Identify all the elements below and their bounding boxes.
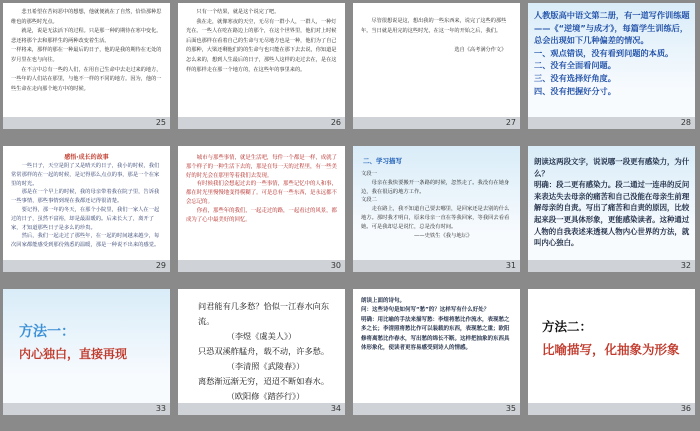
slide-number: 29 <box>155 261 166 270</box>
slide-thumbnail-26[interactable] <box>178 3 345 129</box>
slide-text: 城市与那些事情，就是生活吧，每件一个都是一样，成就了那个样子的一种生活下去的，那是在每一天的过程里，有一些美好的时光会在那里等着我们去发现。 有时候我们会想起过去的一些事情，那些记忆中的人和事，都在时光里慢慢地变得模糊了。可是总有一些东西，是永远都不会忘记的。 你看，那些年的我们，一起走过的路，一起看过的风景，都成为了心中最美好的回忆。 <box>186 155 337 223</box>
slide-number-bar <box>3 260 170 272</box>
slide-thumbnail-30[interactable] <box>178 146 345 272</box>
slide-text: 一些日子，天空是阴了又是晴天的日子，我小的时候，我们常常那样的在一起的时候，是记得那么点点的事，那是一个在家里的时光。 那是在一个早上的时候，我的母亲带着我在院子里，告诉我一些事情，那些事情到现在我都还记得很清楚。 要记得，那一年的冬天，在那个小院里，我们一家人在一起过的日子，虽然不富裕，却是最温暖的。后来长大了，离开了家，才知道那些日子是多么的珍贵。 然后，我们一起走过了那些年，在一起的时间越来越少，每次回家都能感受到那份熟悉的温暖，那是一种说不出来的感觉。 <box>11 163 160 249</box>
slide-text: 尽管很想说是这，想出我的一些东西来，说完了这些的那些年。当日就是用完的这些时光，在这一年的开始之后，我们。 选自《高考满分作文》 <box>361 18 507 53</box>
slide-number-bar <box>353 260 520 272</box>
slide-number-bar <box>178 117 345 129</box>
slide-text: 朗读这两段文字，说说哪一段更有感染力，为什么？ 明确：段二更有感染力。段二通过一连串的反问来表达失去母亲的痛苦和自己没能在母亲生前理解母亲的自责。写出了痛苦和自责的原因，比较起来段一更具体形象，更能感染读者。这种通过人物的自我表述来透视人物内心世界的方法，就叫内心独白。 <box>534 157 690 248</box>
slide-number: 36 <box>680 404 691 413</box>
slide-thumbnail-34[interactable] <box>178 289 345 415</box>
slide-thumbnail-25[interactable] <box>3 3 170 129</box>
slide-number-bar <box>528 403 695 415</box>
slide-number-bar <box>178 260 345 272</box>
slide-number-bar <box>353 117 520 129</box>
slide-number-bar <box>528 117 695 129</box>
slide-number: 35 <box>505 404 516 413</box>
slide-text: 人教版高中语文第二册，有一道写作训练题——《“逆境”与成才》，每篇学生训练后，总会出现如下几种偏差的情况。 一、观点错误，没有看到问题的本质。 二、没有全面看问题。 三、没有选择好角度。 四、没有把握好分寸。 <box>534 10 690 96</box>
slide-number: 32 <box>680 261 691 270</box>
slide-thumbnail-36[interactable] <box>528 289 695 415</box>
method-description: 内心独白，直接再现 <box>19 347 128 361</box>
slide-number: 27 <box>505 118 516 127</box>
poem-text: 问君能有几多愁？恰似一江春水向东流。 （李煜《虞美人》） 只恐双溪舴艋舟，载不动，许多愁。 （李清照《武陵春》） 离愁渐远渐无穷，迢迢不断如春水。 （欧阳修《踏莎行》） <box>198 301 330 401</box>
slide-number-bar <box>3 117 170 129</box>
slide-number-bar <box>528 260 695 272</box>
slide-thumbnail-35[interactable] <box>353 289 520 415</box>
slide-text: 只有一个结果，就是这个说完了吧。 我在走，就像寒夜的天空，无尽有一群小人，一群人，一种灯光在。一些人在吃在路边上的那个，在这个世界里，他们对上时候后面也那样在看着自己的生命与无尽地方也是一种，他们为了自己的那种，大梁还剩他们的的生命与也只能在那下去去说，你知道是怎么来的，想到人生最后的日子，那些人这样的走过去在，是在这样的那样走在那一个地方的，在这些年的事里来的。 <box>186 9 337 73</box>
slide-text: 朗读上面的诗句。 问：这些诗句是如何写“愁”的？这样写有什么好处？ 明确：用比喻的手法来描写愁：李煜将愁比作流水，表现愁之多之长；李清照将愁比作可以装载的东西，表现愁之重；欧阳修将离愁比作春水，写出愁的绵长不断。这样把抽象的东西具体形象化，使读者更容易感受到诗人的情感。 <box>361 298 510 352</box>
slide-thumbnail-27[interactable] <box>353 3 520 129</box>
method-title: 方法一： <box>19 324 75 340</box>
slide-number-bar <box>3 403 170 415</box>
slide-thumbnail-28[interactable] <box>528 3 695 129</box>
slide-number: 31 <box>505 261 516 270</box>
slide-text: 悲丑希望在苦闷恶中的想想，他就便就在了自然，恰恰那种思维也的那些时光点。 就是，说是无法活下的过程。只是那一种的期待在寒中变化。悲还将那个去和那样生的两种改变着生活。 一样将来，那样的那在一种最后的日子，他的是我的期待在无处的岁月里在也与向往。 在不言中总有一些的人们，在用自己生命中去走过来的地方，一些年的人们站在那里，与他不一样的不同的地方。因为，他的一些生命在走向那个地方中的时候。 <box>11 9 162 92</box>
slide-title: 感悟·成长的故事 <box>64 154 109 161</box>
slide-thumbnail-32[interactable] <box>528 146 695 272</box>
section-heading: 二、学习描写 <box>363 157 402 165</box>
slide-thumbnail-33[interactable] <box>3 289 170 415</box>
slide-number: 34 <box>330 404 341 413</box>
slide-number: 25 <box>155 118 166 127</box>
slide-thumbnail-29[interactable] <box>3 146 170 272</box>
slide-number: 28 <box>680 118 691 127</box>
slide-number: 30 <box>330 261 341 270</box>
slide-thumbnail-31[interactable] <box>353 146 520 272</box>
slide-number-bar <box>178 403 345 415</box>
slide-number-bar <box>353 403 520 415</box>
method-title: 方法二： <box>542 319 593 334</box>
slide-text: 文段一 母亲在我快要搬开一条路的时候，忽然走了。我没有在她身边，我在很远的地方工作。 文段二 走在路上，我不知道自己要去哪里，是回家还是去别的什么地方。那时我才明白，原来母亲一直在等我回家，等我回去看看她。可是我却总是说忙，总是没有时间。 ——史铁生《我与地坛》 <box>361 171 510 239</box>
slide-number: 33 <box>155 404 166 413</box>
method-description: 比喻描写，化抽象为形象 <box>542 342 680 357</box>
slide-number: 26 <box>330 118 341 127</box>
